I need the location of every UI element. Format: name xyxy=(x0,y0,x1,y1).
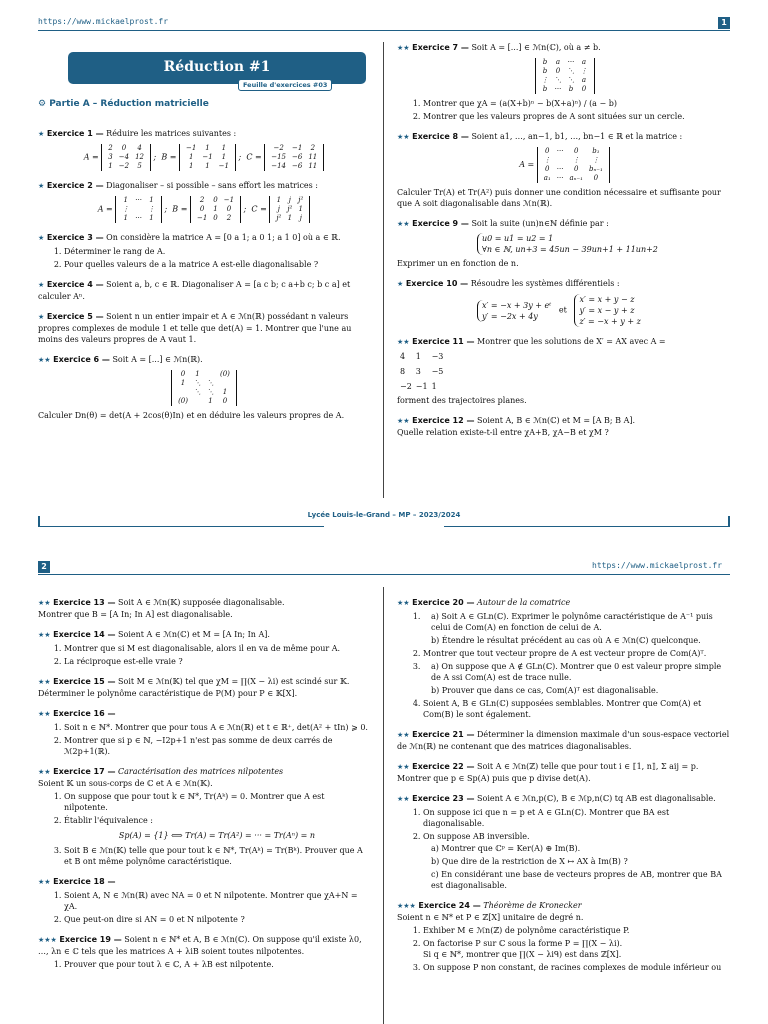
system-line: y′ = x − y + z xyxy=(579,306,635,315)
list-item: 2. Montrer que les valeurs propres de A sont situées sur un cercle. xyxy=(423,111,732,122)
exercise-text: Montrer que p ∈ Sp(A) puis que p divise det(A). xyxy=(397,774,591,783)
left-column xyxy=(38,128,370,430)
difficulty-stars: ★★ xyxy=(397,220,410,228)
exercise-22 xyxy=(397,761,732,784)
exercise-label: Exercice 8 — xyxy=(412,132,469,141)
list-item: 1. Exhiber M ∈ ℳn(ℤ) de polynôme caractéristique P. xyxy=(423,925,732,936)
footer: Lycée Louis-le-Grand – MP – 2023/2024 xyxy=(307,511,461,519)
list-item: 1. Soient A, N ∈ ℳn(ℝ) avec NA = 0 et N nilpotente. Montrer que χA+N = χA. xyxy=(64,890,370,912)
system-line: x′ = −x + 3y + eᵗ xyxy=(482,300,552,310)
exercise-2 xyxy=(38,180,370,223)
exercise-16 xyxy=(38,708,370,757)
list-item: Établir l'équivalence : xyxy=(64,816,153,825)
exercise-text: Soit A = [...] ∈ ℳn(ℂ), où a ≠ b. xyxy=(471,43,601,52)
exercise-15 xyxy=(38,676,370,699)
exercise-label: Exercice 2 — xyxy=(46,181,104,190)
system-line: ∀n ∈ ℕ, un+3 = 45un − 39un+1 + 11un+2 xyxy=(482,245,658,254)
exercise-23 xyxy=(397,793,732,891)
exercise-label: Exercice 24 — xyxy=(418,901,481,910)
difficulty-stars: ★★★ xyxy=(38,936,57,944)
list-item: 2. Montrer que tout vecteur propre de A est vecteur propre de Com(A)ᵀ. xyxy=(423,648,732,659)
exercise-label: Exercice 20 — xyxy=(412,598,475,607)
exercise-17 xyxy=(38,766,370,867)
list-item: On suppose AB inversible. xyxy=(423,832,530,841)
left-column xyxy=(38,597,370,979)
difficulty-stars: ★ xyxy=(38,281,45,289)
list-item: 3. On suppose P non constant, de racines complexes de module inférieur ou xyxy=(423,962,732,973)
exercise-label: Exercice 11 — xyxy=(412,337,475,346)
exercise-text: Soient n un entier impair et A ∈ ℳn(ℝ) possédant n valeurs propres complexes de module 1 et telle que det(A) = 1. Montrer que l'une au moins des valeurs propres de A vaut 1. xyxy=(38,312,352,344)
exercise-text: On considère la matrice A = [0 a 1; a 0 1; a 1 0] où a ∈ ℝ. xyxy=(106,233,341,242)
exercise-text: Soient A ∈ ℳn(ℂ) et M = [A In; In A]. xyxy=(118,630,270,639)
difficulty-stars: ★ xyxy=(397,280,404,288)
exercise-text: Déterminer la dimension maximale d'un sous-espace vectoriel de ℳn(ℝ) ne contenant que des matrices diagonalisables. xyxy=(397,730,730,751)
conjunction: et xyxy=(558,305,567,315)
part-icon: ⚙ xyxy=(38,99,50,109)
exercise-text: Diagonaliser – si possible – sans effort les matrices : xyxy=(106,181,318,190)
exercise-text: Soit A = [...] ∈ ℳn(ℝ). xyxy=(112,355,203,364)
footer-rule-left xyxy=(38,526,324,527)
exercise-text: Quelle relation existe-t-il entre χA+B, χA−B et χM ? xyxy=(397,428,609,437)
difficulty-stars: ★ xyxy=(38,234,45,242)
exercise-13 xyxy=(38,597,370,620)
exercise-label: Exercice 3 — xyxy=(46,233,104,242)
header-url[interactable]: https://www.mickaelprost.fr xyxy=(592,561,723,570)
exercise-text: Soit la suite (un)n∈ℕ définie par : xyxy=(471,219,609,228)
exercise-14 xyxy=(38,629,370,667)
footer-rule-right xyxy=(444,526,730,527)
difficulty-stars: ★★ xyxy=(38,599,51,607)
exercise-text: Calculer Dn(θ) = det(A + 2cos(θ)In) et en déduire les valeurs propres de A. xyxy=(38,411,345,420)
matrix: b a ··· a b 0 ⋱ ⋮ ⋮ ⋱ ⋱ a b ··· b 0 xyxy=(397,58,732,94)
exercise-text: Soit A ∈ ℳn(ℤ) telle que pour tout i ∈ ⟦1, n⟧, Σ aij = p. xyxy=(477,762,699,771)
exercise-4 xyxy=(38,279,370,302)
difficulty-stars: ★ xyxy=(38,182,45,190)
difficulty-stars: ★★ xyxy=(38,678,51,686)
exercise-text: Résoudre les systèmes différentiels : xyxy=(470,279,620,288)
matrix: 0 1 (0) 1 ⋱ ⋱ ⋱ ⋱ 1 (0) 1 0 xyxy=(38,370,370,406)
exercise-label: Exercice 10 — xyxy=(405,279,469,288)
exercise-3 xyxy=(38,232,370,270)
sub-item: 1. a) Soit A ∈ GLn(ℂ). Exprimer le polynôme caractéristique de A⁻¹ puis celui de Com(A) en fonction de celui de A. xyxy=(431,612,713,632)
list-item: On factorise P sur ℂ sous la forme P = ∏(X − λi). xyxy=(423,939,623,948)
exercise-text: Exprimer un en fonction de n. xyxy=(397,259,519,268)
difficulty-stars: ★★ xyxy=(397,133,410,141)
exercise-6 xyxy=(38,354,370,421)
system-line: z′ = −x + y + z xyxy=(579,317,641,326)
exercise-subtitle: Caractérisation des matrices nilpotentes xyxy=(118,767,284,776)
difficulty-stars: ★★ xyxy=(38,631,51,639)
exercise-21 xyxy=(397,729,732,752)
list-item: 1. On suppose ici que n = p et A ∈ GLn(ℂ). Montrer que BA est diagonalisable. xyxy=(423,807,732,829)
sub-item: c) En considérant une base de vecteurs propres de AB, montrer que BA est diagonalisable. xyxy=(431,870,722,890)
exercise-label: Exercice 5 — xyxy=(46,312,104,321)
list-item: 1. Prouver que pour tout λ ∈ ℂ, A + λB est nilpotente. xyxy=(64,959,370,970)
exercise-label: Exercice 23 — xyxy=(412,794,475,803)
difficulty-stars: ★★ xyxy=(397,731,410,739)
difficulty-stars: ★★ xyxy=(397,44,410,52)
exercise-12 xyxy=(397,415,732,438)
sub-item: b) Étendre le résultat précédent au cas où A ∈ ℳn(ℂ) quelconque. xyxy=(431,636,701,645)
list-item: 2. Montrer que si p ∈ ℕ, −I2p+1 n'est pas somme de deux carrés de ℳ2p+1(ℝ). xyxy=(64,735,370,757)
exercise-text: Déterminer le polynôme caractéristique de P(M) pour P ∈ 𝕂[X]. xyxy=(38,689,298,698)
exercise-label: Exercice 4 — xyxy=(46,280,104,289)
exercise-24 xyxy=(397,900,732,973)
right-column xyxy=(397,42,732,447)
exercise-label: Exercice 7 — xyxy=(412,43,469,52)
exercise-5 xyxy=(38,311,370,345)
matrices: A = 2 0 4 3 −4 12 1 −2 5 ; B = −1 1 1 1 −1 1 1 1 −1 ; C = −2 −1 2 −15 −6 11 −14 −6 11 xyxy=(38,144,370,171)
sheet-title: Réduction #1 xyxy=(68,52,366,84)
difficulty-stars: ★ xyxy=(38,313,45,321)
difficulty-stars: ★★ xyxy=(397,795,410,803)
difficulty-stars: ★★★ xyxy=(397,902,416,910)
exercise-text: Montrer que les solutions de X′ = AX avec A = xyxy=(477,337,666,346)
column-divider xyxy=(383,587,384,1024)
system-line: u0 = u1 = u2 = 1 xyxy=(482,234,554,243)
exercise-text: Calculer Tr(A) et Tr(A²) puis donner une condition nécessaire et suffisante pour que A soit diagonalisable dans ℳn(ℝ). xyxy=(397,188,721,208)
sub-item: b) Que dire de la restriction de X ↦ AX à Im(B) ? xyxy=(431,857,628,866)
exercise-1 xyxy=(38,128,370,171)
exercise-20 xyxy=(397,597,732,720)
differential-systems xyxy=(477,294,732,327)
difficulty-stars: ★★ xyxy=(397,338,410,346)
difficulty-stars: ★★ xyxy=(38,710,51,718)
exercise-18 xyxy=(38,876,370,925)
exercise-label: Exercice 13 — xyxy=(53,598,116,607)
matrix: A = 0 ··· 0 b₁ ⋮ ⋮ ⋮ 0 ··· 0 bₙ₋₁ a₁ ··· aₙ₋₁ 0 xyxy=(397,147,732,183)
page-2 xyxy=(0,545,768,1024)
difficulty-stars: ★ xyxy=(38,130,45,138)
system-line: y′ = −2x + 4y xyxy=(482,311,538,321)
recurrence-system xyxy=(477,233,732,255)
exercise-label: Exercice 9 — xyxy=(412,219,469,228)
page-number: 2 xyxy=(38,561,50,573)
list-item: 4. Soient A, B ∈ GLn(ℂ) supposées semblables. Montrer que Com(A) et Com(B) le sont également. xyxy=(423,698,732,720)
exercise-label: Exercice 18 — xyxy=(53,877,116,886)
exercise-text: Soient a1, …, an−1, b1, …, bn−1 ∈ ℝ et la matrice : xyxy=(471,132,683,141)
list-item: 2. La réciproque est-elle vraie ? xyxy=(64,656,370,667)
exercise-text: Soient n ∈ ℕ* et P ∈ ℤ[X] unitaire de degré n. xyxy=(397,913,584,922)
column-divider xyxy=(383,42,384,498)
exercise-text: Soit A ∈ ℳn(𝕂) supposée diagonalisable. xyxy=(118,598,285,607)
exercise-7 xyxy=(397,42,732,122)
header-rule xyxy=(38,574,730,575)
exercise-label: Exercice 21 — xyxy=(412,730,475,739)
difficulty-stars: ★★ xyxy=(38,878,51,886)
header-url[interactable]: https://www.mickaelprost.fr xyxy=(38,17,169,26)
equivalence: Sp(A) = {1} ⟺ Tr(A) = Tr(A²) = ··· = Tr(Aⁿ) = n xyxy=(118,831,316,840)
difficulty-stars: ★★ xyxy=(38,768,51,776)
exercise-label: Exercice 12 — xyxy=(412,416,475,425)
exercise-10 xyxy=(397,278,732,327)
part-heading xyxy=(38,99,209,109)
list-item: 3. Soit B ∈ ℳn(𝕂) telle que pour tout k ∈ ℕ*, Tr(Aᵏ) = Tr(Bᵏ). Prouver que A et B ont même polynôme caractéristique. xyxy=(64,845,370,867)
footer-bracket xyxy=(728,516,730,526)
list-item-continuation: Si q ∈ ℕ*, montrer que ∏(X − λiᑫ) est dans ℤ[X]. xyxy=(423,950,622,959)
exercise-label: Exercice 16 — xyxy=(53,709,116,718)
exercise-text: Réduire les matrices suivantes : xyxy=(106,129,237,138)
difficulty-stars: ★★ xyxy=(38,356,51,364)
exercise-label: Exercice 19 — xyxy=(59,935,122,944)
exercise-text: Soient A, B ∈ ℳn(ℂ) et M = [A B; B A]. xyxy=(477,416,636,425)
sub-item: 3. a) On suppose que A ∉ GLn(ℂ). Montrer que 0 est valeur propre simple de A ssi Com(A) est de trace nulle. xyxy=(431,662,722,682)
exercise-label: Exercice 15 — xyxy=(53,677,116,686)
difficulty-stars: ★★ xyxy=(397,763,410,771)
list-item: 1. Montrer que si M est diagonalisable, alors il en va de même pour A. xyxy=(64,643,370,654)
exercise-text: Soient 𝕂 un sous-corps de ℂ et A ∈ ℳn(𝕂). xyxy=(38,779,213,788)
list-item: 1. Montrer que χA = (a(X+b)ⁿ − b(X+a)ⁿ) / (a − b) xyxy=(423,98,732,109)
list-item: 2. Pour quelles valeurs de a la matrice A est-elle diagonalisable ? xyxy=(64,259,370,270)
list-item: 1. Soit n ∈ ℕ*. Montrer que pour tous A ∈ ℳn(ℝ) et t ∈ ℝ⁺, det(A² + tIn) ⩾ 0. xyxy=(64,722,370,733)
exercise-label: Exercice 1 — xyxy=(46,129,104,138)
exercise-subtitle: Autour de la comatrice xyxy=(477,598,571,607)
exercise-9 xyxy=(397,218,732,269)
exercise-label: Exercice 14 — xyxy=(53,630,116,639)
exercise-text: Soient A ∈ ℳn,p(ℂ), B ∈ ℳp,n(ℂ) tq AB est diagonalisable. xyxy=(477,794,716,803)
sub-item: a) Montrer que ℂᵖ = Ker(A) ⊕ Im(B). xyxy=(431,844,581,853)
exercise-label: Exercice 17 — xyxy=(53,767,116,776)
exercise-19 xyxy=(38,934,370,970)
list-item: 1. On suppose que pour tout k ∈ ℕ*, Tr(Aᵏ) = 0. Montrer que A est nilpotente. xyxy=(64,791,370,813)
exercise-text: forment des trajectoires planes. xyxy=(397,396,527,405)
matrices: A = 1 ··· 1 ⋮ ⋮ 1 ··· 1 ; B = 2 0 −1 0 1 0 −1 0 2 ; C = 1 j j² j j² 1 j² 1 j xyxy=(38,196,370,223)
difficulty-stars: ★★ xyxy=(397,599,410,607)
exercise-label: Exercice 6 — xyxy=(53,355,110,364)
list-item: 2. Que peut-on dire si AN = 0 et N nilpotente ? xyxy=(64,914,370,925)
header-rule xyxy=(38,30,730,31)
exercise-text: Soient a, b, c ∈ ℝ. Diagonaliser A = [a c b; c a+b c; b c a] et calculer Aⁿ. xyxy=(38,280,351,301)
right-column xyxy=(397,597,732,982)
sheet-tag: Feuille d'exercices #03 xyxy=(238,79,332,91)
exercise-label: Exercice 22 — xyxy=(412,762,475,771)
page-gap xyxy=(0,535,768,545)
exercise-8 xyxy=(397,131,732,209)
sub-item: b) Prouver que dans ce cas, Com(A)ᵀ est diagonalisable. xyxy=(431,686,659,695)
exercise-text: Soient n ∈ ℕ* et A, B ∈ ℳn(ℂ). On suppose qu'il existe λ0, …, λn ∈ ℂ tels que les matrices A + λiB soient toutes nilpotentes. xyxy=(38,935,362,956)
part-title: Partie A – Réduction matricielle xyxy=(49,99,209,109)
exercise-text: Soit M ∈ ℳn(𝕂) tel que χM = ∏(X − λi) est scindé sur 𝕂. xyxy=(118,677,350,686)
footer-bracket xyxy=(38,516,40,526)
page-number: 1 xyxy=(718,17,730,29)
exercise-subtitle: Théorème de Kronecker xyxy=(483,901,582,910)
system-line: x′ = x + y − z xyxy=(579,295,635,304)
exercise-text: Montrer que B = [A In; In A] est diagonalisable. xyxy=(38,610,233,619)
list-item: 1. Déterminer le rang de A. xyxy=(64,246,370,257)
exercise-11: ★★ Exercice 11 — Montrer que les solutions de X′ = AX avec A = 4 1 −3 8 3 −5 −2 −1 1 forment des trajectoires planes. xyxy=(397,336,732,406)
difficulty-stars: ★★ xyxy=(397,417,410,425)
